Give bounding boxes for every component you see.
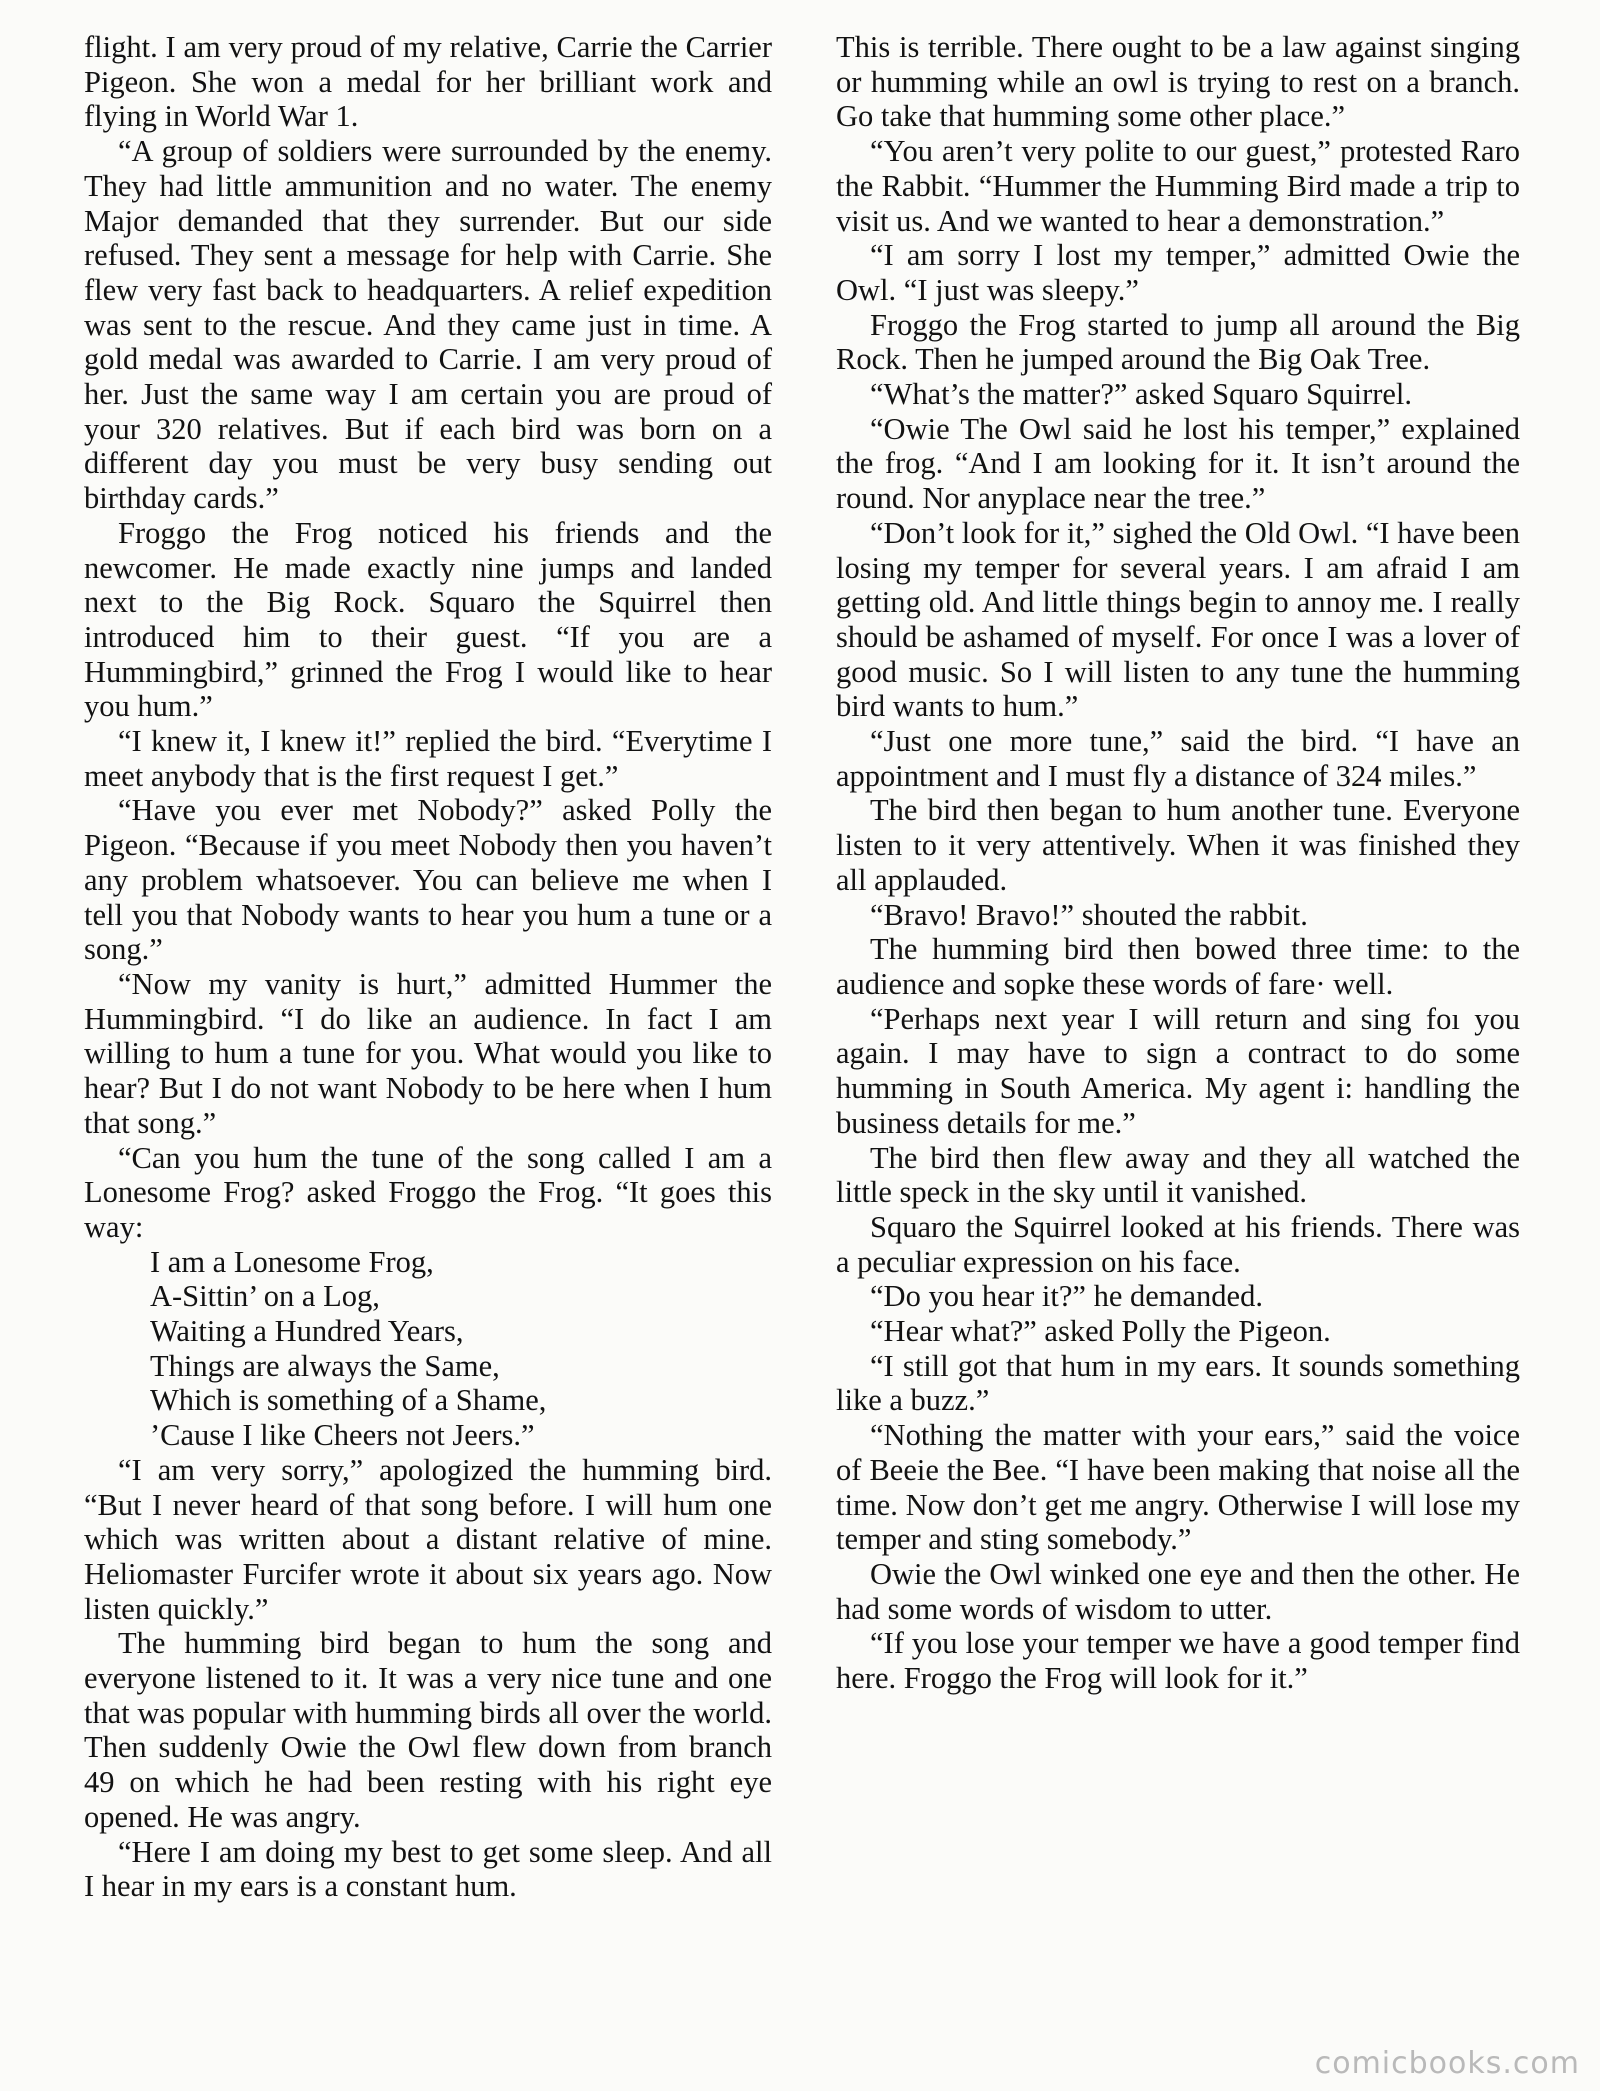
- paragraph: “Do you hear it?” he demanded.: [870, 1279, 1263, 1314]
- paragraph: The humming bird began to hum the song and everyone listened to it. It was a very nice tune and one that was popular with humming birds all over the world. Then suddenly Owie the Owl flew down from branch 49 on which he had been resting with his right eye opened. He was angry.: [84, 1626, 772, 1834]
- verse-line: Things are always the Same,: [150, 1348, 500, 1383]
- paragraph: The humming bird then bowed three time: to the audience and sopke these words of fare· well.: [836, 932, 1520, 1001]
- left-text-column: [84, 30, 772, 1904]
- verse-line: Waiting a Hundred Years,: [150, 1314, 464, 1349]
- paragraph: Froggo the Frog started to jump all around the Big Rock. Then he jumped around the Big Oak Tree.: [836, 307, 1520, 377]
- paragraph: “I am sorry I lost my temper,” admitted Owie the Owl. “I just was sleepy.”: [836, 238, 1520, 307]
- verse-line: I am a Lonesome Frog,: [150, 1244, 434, 1279]
- site-watermark: comicbooks.com: [1314, 2046, 1580, 2081]
- paragraph: “Perhaps next year I will return and sing foı you again. I may have to sign a contract to do some humming in South America. My agent i: handling the business details for me.”: [836, 1001, 1520, 1140]
- paragraph: “Nothing the matter with your ears,” said the voice of Beeie the Bee. “I have been making that noise all the time. Now don’t get me angry. Otherwise I will lose my temper and sting somebody.”: [836, 1418, 1520, 1557]
- paragraph: “Owie The Owl said he lost his temper,” explained the frog. “And I am looking for it. It isn’t around the round. Nor anyplace near the tree.”: [836, 411, 1520, 516]
- paragraph: “I am very sorry,” apologized the humming bird. “But I never heard of that song before. I will hum one which was written about a distant relative of mine. Heliomaster Furcifer wrote it about six years ago. Now listen quickly.”: [84, 1452, 772, 1626]
- paragraph: “Can you hum the tune of the song called I am a Lonesome Frog? asked Froggo the Frog. “It goes this way:: [84, 1140, 772, 1244]
- paragraph: This is terrible. There ought to be a law against singing or humming while an owl is trying to rest on a branch. Go take that humming some other place.”: [836, 30, 1520, 134]
- paragraph: “If you lose your temper we have a good temper find here. Froggo the Frog will look for it.”: [836, 1626, 1520, 1696]
- paragraph: flight. I am very proud of my relative, Carrie the Carrier Pigeon. She won a medal for her brilliant work and flying in World War 1.: [84, 30, 772, 134]
- paragraph: “Here I am doing my best to get some sleep. And all I hear in my ears is a constant hum.: [84, 1834, 772, 1904]
- verse-line: ’Cause I like Cheers not Jeers.”: [150, 1418, 535, 1453]
- paragraph: The bird then flew away and they all watched the little speck in the sky until it vanished.: [836, 1140, 1520, 1210]
- paragraph: Owie the Owl winked one eye and then the other. He had some words of wisdom to utter.: [836, 1556, 1520, 1626]
- paragraph: “I still got that hum in my ears. It sounds something like a buzz.”: [836, 1348, 1520, 1418]
- paragraph: “I knew it, I knew it!” replied the bird. “Everytime I meet anybody that is the first request I get.”: [84, 724, 772, 793]
- paragraph: “Hear what?” asked Polly the Pigeon.: [870, 1314, 1331, 1349]
- paragraph: Froggo the Frog noticed his friends and the newcomer. He made exactly nine jumps and landed next to the Big Rock. Squaro the Squirrel then introduced him to their guest. “If you are a Hummingbird,” grinned the Frog I would like to hear you hum.”: [84, 515, 772, 724]
- verse-line: A-Sittin’ on a Log,: [150, 1279, 380, 1314]
- verse-line: Which is something of a Shame,: [150, 1383, 547, 1418]
- paragraph: “You aren’t very polite to our guest,” protested Raro the Rabbit. “Hummer the Humming Bird made a trip to visit us. And we wanted to hear a demonstration.”: [836, 134, 1520, 238]
- paragraph: “Don’t look for it,” sighed the Old Owl. “I have been losing my temper for several years. I am afraid I am getting old. And little things begin to annoy me. I really should be ashamed of myself. For once I was a lover of good music. So I will listen to any tune the humming bird wants to hum.”: [836, 515, 1520, 724]
- paragraph: “A group of soldiers were surrounded by the enemy. They had little ammunition and no water. The enemy Major demanded that they surrender. But our side refused. They sent a message for help with Carrie. She flew very fast back to headquarters. A relief expedition was sent to the rescue. And they came just in time. A gold medal was awarded to Carrie. I am very proud of her. Just the same way I am certain you are proud of your 320 relatives. But if each bird was born on a different day you must be very busy sending out birthday cards.”: [84, 134, 772, 516]
- paragraph: The bird then began to hum another tune. Everyone listen to it very attentively. When it was finished they all applauded.: [836, 793, 1520, 897]
- right-text-column: [836, 30, 1520, 1696]
- paragraph: “Have you ever met Nobody?” asked Polly the Pigeon. “Because if you meet Nobody then you haven’t any problem whatsoever. You can believe me when I tell you that Nobody wants to hear you hum a tune or a song.”: [84, 793, 772, 967]
- paragraph: Squaro the Squirrel looked at his friends. There was a peculiar expression on his face.: [836, 1209, 1520, 1279]
- paragraph: “Now my vanity is hurt,” admitted Hummer the Hummingbird. “I do like an audience. In fact I am willing to hum a tune for you. What would you like to hear? But I do not want Nobody to be here when I hum that song.”: [84, 966, 772, 1140]
- paragraph: “Bravo! Bravo!” shouted the rabbit.: [870, 897, 1308, 932]
- paragraph: “Just one more tune,” said the bird. “I have an appointment and I must fly a distance of 324 miles.”: [836, 724, 1520, 793]
- paragraph: “What’s the matter?” asked Squaro Squirrel.: [870, 377, 1413, 412]
- song-verse: [84, 1245, 772, 1453]
